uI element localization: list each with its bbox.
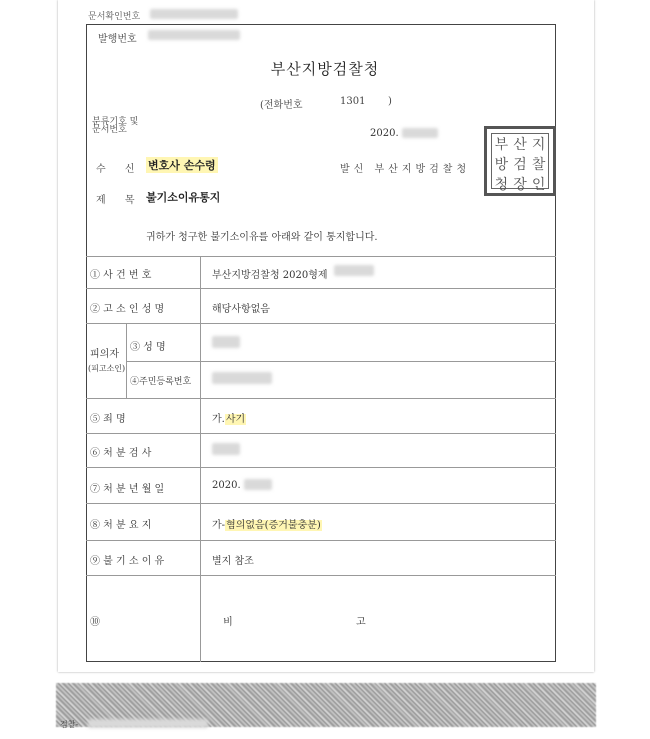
charge-value — [212, 410, 246, 425]
charge-highlight: 사기 — [225, 414, 246, 425]
table-line — [126, 361, 556, 362]
seal-char: 산 — [513, 137, 527, 153]
redacted-disposition-date — [244, 479, 272, 490]
redacted-confirmation-number — [150, 9, 238, 19]
disposition-date-value: 2020. — [212, 480, 241, 491]
table-line — [86, 540, 556, 541]
official-seal-stamp — [484, 126, 556, 196]
charge-prefix: 가. — [212, 414, 225, 425]
issue-number-label: 발행번호 — [98, 34, 137, 45]
table-line — [86, 467, 556, 468]
disposition-summary-value — [212, 516, 322, 531]
table-line — [86, 288, 556, 289]
seal-char: 찰 — [531, 157, 546, 173]
footer-label: 검찰- — [60, 720, 79, 729]
notice-body-text: 귀하가 청구한 불기소이유를 아래와 같이 통지합니다. — [146, 232, 378, 243]
disposition-date-label: ⑦ 처 분 년 월 일 — [90, 484, 165, 495]
disposition-summary-label: ⑧ 처 분 요 지 — [90, 520, 152, 531]
document-date: 2020. — [370, 128, 399, 139]
recipient-value: 변호사 손수령 — [148, 159, 216, 172]
disposition-highlight: 혐의없음(증거불충분) — [226, 520, 321, 531]
table-line — [86, 503, 556, 504]
disposition-prefix: 가- — [212, 520, 226, 531]
classification-label-line1: 분류기호 및 — [92, 117, 139, 127]
seal-char: 방 — [494, 157, 509, 173]
suspect-group-label: 피의자 — [90, 349, 119, 360]
table-line — [86, 575, 556, 576]
seal-char: 장 — [513, 177, 527, 193]
seal-char: 지 — [531, 137, 546, 153]
complainant-name-label: ② 고 소 인 성 명 — [90, 304, 165, 315]
seal-char: 검 — [513, 157, 527, 173]
sender-value: 발신 부산지방검찰청 — [340, 164, 471, 175]
seal-char: 청 — [494, 177, 509, 193]
seal-char: 부 — [494, 137, 509, 153]
disposition-prosecutor-label: ⑥ 처 분 검 사 — [90, 448, 152, 459]
classification-label-line2: 문서번호 — [92, 125, 127, 135]
charge-label: ⑤ 죄 명 — [90, 414, 126, 425]
table-line — [86, 433, 556, 434]
table-divider — [126, 323, 127, 398]
document-confirmation-label: 문서확인번호 — [88, 12, 141, 22]
table-divider — [200, 256, 201, 662]
remarks-label: ⑩ 비 고 — [90, 617, 426, 628]
non-prosecution-reason-label: ⑨ 불 기 소 이 유 — [90, 556, 165, 567]
redacted-suspect-id — [212, 372, 272, 384]
seal-grid — [491, 133, 549, 193]
redacted-issue-number — [148, 30, 240, 40]
seal-char: 인 — [531, 177, 546, 193]
case-number-label: ① 사 건 번 호 — [90, 270, 152, 281]
non-prosecution-reason-value: 별지 참조 — [212, 556, 254, 567]
redacted-prosecutor — [212, 443, 240, 455]
suspect-group-sublabel: (피고소인) — [88, 364, 126, 373]
table-line — [86, 256, 556, 257]
redacted-case-number — [334, 265, 374, 276]
subject-value: 불기소이유통지 — [146, 191, 221, 204]
redacted-suspect-name — [212, 336, 240, 348]
suspect-name-label: ③ 성 명 — [130, 342, 166, 353]
recipient-label: 수 신 — [96, 164, 143, 175]
subject-label: 제 목 — [96, 195, 143, 206]
phone-close: ) — [388, 96, 392, 107]
office-title: 부산지방검찰청 — [270, 60, 380, 78]
case-number-value: 부산지방검찰청 2020형제 — [212, 270, 328, 281]
suspect-id-label: ④주민등록번호 — [130, 377, 192, 387]
classification-label — [92, 118, 162, 134]
phone-label: (전화번호 — [260, 100, 303, 111]
redacted-date — [402, 128, 438, 138]
phone-value: 1301 — [340, 96, 366, 107]
table-line — [86, 398, 556, 399]
complainant-name-value: 해당사항없음 — [212, 304, 270, 315]
redacted-footer-number — [88, 719, 208, 728]
table-line — [86, 323, 556, 324]
